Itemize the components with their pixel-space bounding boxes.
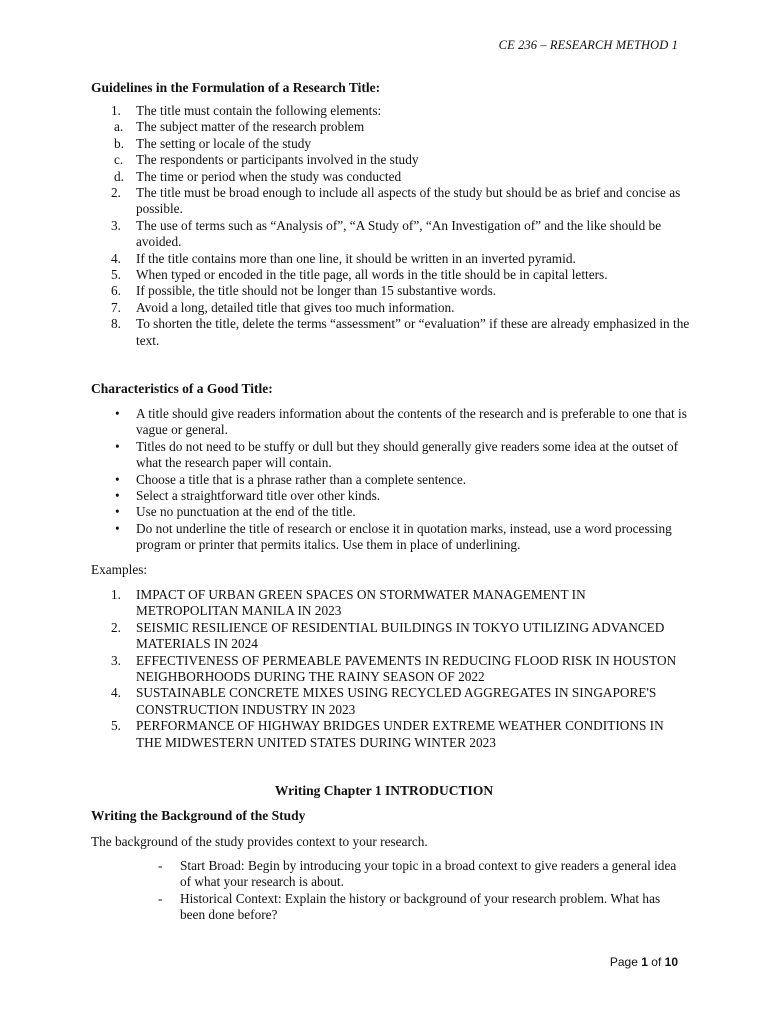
total-pages: 10 [664, 955, 678, 969]
bullet-text: Select a straightforward title over other kinds. [136, 488, 381, 504]
bullet-text: Titles do not need to be stuffy or dull but they should generally give readers some idea at the outset of what the research paper will contain. [136, 438, 679, 471]
list-number: 2. [111, 185, 121, 201]
bullet-marker: • [115, 438, 120, 454]
bullet-marker: • [115, 488, 120, 504]
bullet-text: Use no punctuation at the end of the title. [136, 504, 356, 520]
chapter-title: Writing Chapter 1 INTRODUCTION [274, 783, 494, 798]
example-item [91, 653, 691, 686]
list-item [91, 218, 691, 251]
sub-list-item [91, 136, 691, 152]
list-number: 7. [111, 299, 121, 315]
bullet-item [91, 504, 691, 520]
guidelines-list [91, 103, 691, 349]
characteristics-list [91, 406, 691, 554]
list-number: 5. [111, 718, 121, 734]
dash-item [158, 891, 688, 924]
list-item [91, 283, 691, 299]
list-number: 5. [111, 267, 121, 283]
list-letter: c. [114, 152, 124, 168]
list-text: The use of terms such as “Analysis of”, “A Study of”, “An Investigation of” and the like should be avoided. [136, 217, 662, 250]
page-number [610, 955, 678, 969]
example-text: SUSTAINABLE CONCRETE MIXES USING RECYCLED AGGREGATES IN SINGAPORE'S CONSTRUCTION INDUSTRY IN 2023 [136, 685, 657, 717]
dash-marker: - [158, 890, 163, 906]
list-text: To shorten the title, delete the terms “assessment” or “evaluation” if these are already emphasized in the text. [136, 316, 690, 348]
list-item [91, 185, 691, 218]
bullet-text: Do not underline the title of research or enclose it in quotation marks, instead, use a word processing program or printer that permits italics. Use them in place of underlining. [136, 520, 672, 553]
list-text: When typed or encoded in the title page, all words in the title should be in capital letters. [136, 267, 608, 283]
list-letter: a. [114, 119, 124, 135]
list-number: 2. [111, 619, 121, 635]
list-item [91, 316, 691, 349]
example-item [91, 587, 691, 620]
background-intro: The background of the study provides context to your research. [91, 834, 428, 849]
example-item [91, 620, 691, 653]
example-text: IMPACT OF URBAN GREEN SPACES ON STORMWATER MANAGEMENT IN METROPOLITAN MANILA IN 2023 [136, 587, 586, 619]
examples-label: Examples: [91, 562, 148, 577]
bullet-item [91, 521, 691, 554]
list-item [91, 300, 691, 316]
list-number: 6. [111, 283, 121, 299]
list-text: The subject matter of the research problem [136, 119, 365, 135]
list-text: Avoid a long, detailed title that gives too much information. [136, 299, 455, 315]
list-number: 1. [111, 103, 121, 118]
section-heading-guidelines: Guidelines in the Formulation of a Research Title: [91, 80, 381, 95]
list-number: 1. [111, 587, 121, 602]
section-heading-characteristics: Characteristics of a Good Title: [91, 381, 273, 396]
example-text: PERFORMANCE OF HIGHWAY BRIDGES UNDER EXTREME WEATHER CONDITIONS IN THE MIDWESTERN UNITED STATES DURING WINTER 2023 [136, 718, 664, 750]
example-item [91, 685, 691, 718]
dash-text: Historical Context: Explain the history or background of your research problem. What has been done before? [180, 890, 661, 923]
list-number: 3. [111, 217, 121, 233]
list-item [91, 103, 691, 119]
running-header: CE 236 – RESEARCH METHOD 1 [498, 38, 678, 52]
bullet-marker: • [115, 406, 120, 421]
list-text: The title must contain the following elements: [136, 103, 382, 118]
list-text: The setting or locale of the study [136, 135, 312, 151]
current-page: 1 [641, 955, 648, 969]
list-letter: d. [114, 168, 124, 184]
examples-list [91, 587, 691, 751]
dash-item [158, 858, 688, 891]
list-text: The title must be broad enough to include all aspects of the study but should be as brief and concise as possible. [136, 185, 681, 217]
list-item [91, 251, 691, 267]
list-text: If the title contains more than one line, it should be written in an inverted pyramid. [136, 250, 576, 266]
list-letter: b. [114, 135, 124, 151]
list-number: 4. [111, 685, 121, 701]
bullet-item [91, 439, 691, 472]
sub-list-item [91, 119, 691, 135]
bullet-marker: • [115, 504, 120, 520]
sub-list-item [91, 152, 691, 168]
example-text: EFFECTIVENESS OF PERMEABLE PAVEMENTS IN REDUCING FLOOD RISK IN HOUSTON NEIGHBORHOODS DURING THE RAINY SEASON OF 2022 [136, 652, 677, 685]
bullet-marker: • [115, 520, 120, 536]
section-heading-background: Writing the Background of the Study [91, 808, 306, 823]
bullet-item [91, 406, 691, 439]
list-text: The time or period when the study was conducted [136, 168, 402, 184]
list-number: 3. [111, 652, 121, 668]
bullet-text: A title should give readers information about the contents of the research and is preferable to one that is vague or general. [136, 406, 687, 438]
bullet-item [91, 488, 691, 504]
sub-list-item [91, 169, 691, 185]
example-item [91, 718, 691, 751]
bullet-item [91, 472, 691, 488]
list-number: 4. [111, 250, 121, 266]
list-text: If possible, the title should not be longer than 15 substantive words. [136, 283, 497, 299]
dash-text: Start Broad: Begin by introducing your topic in a broad context to give readers a general idea of what your research is about. [180, 858, 677, 890]
background-list [158, 858, 688, 924]
list-item [91, 267, 691, 283]
list-text: The respondents or participants involved in the study [136, 152, 419, 168]
of-word: of [651, 955, 662, 969]
bullet-marker: • [115, 471, 120, 487]
example-text: SEISMIC RESILIENCE OF RESIDENTIAL BUILDINGS IN TOKYO UTILIZING ADVANCED MATERIALS IN 2024 [136, 619, 665, 652]
bullet-text: Choose a title that is a phrase rather than a complete sentence. [136, 471, 467, 487]
dash-marker: - [158, 858, 163, 873]
page-word: Page [609, 955, 638, 969]
list-number: 8. [111, 316, 121, 332]
